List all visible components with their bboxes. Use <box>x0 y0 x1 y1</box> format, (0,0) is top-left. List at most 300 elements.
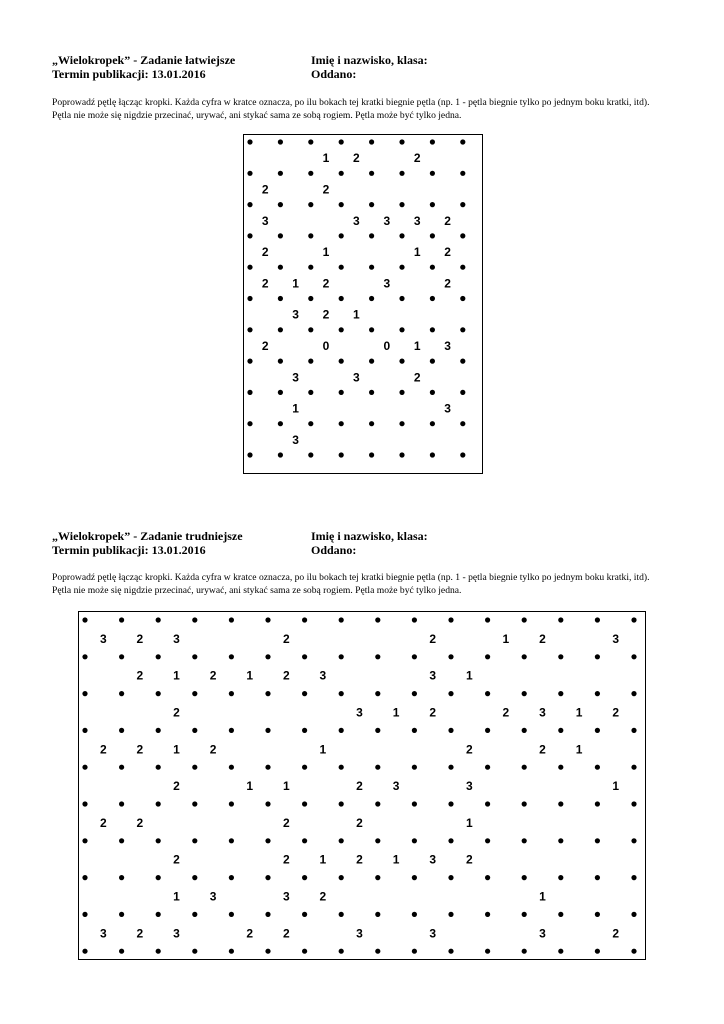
grid-dot[interactable] <box>412 617 417 622</box>
grid-dot[interactable] <box>156 765 161 770</box>
grid-dot[interactable] <box>82 654 87 659</box>
cell-clue: 2 <box>465 852 473 867</box>
grid-dot[interactable] <box>192 728 197 733</box>
grid-svg <box>78 611 646 960</box>
grid-dot[interactable] <box>522 765 527 770</box>
grid-dot[interactable] <box>399 265 404 270</box>
grid-dot[interactable] <box>278 390 283 395</box>
cell-clue: 3 <box>392 779 400 794</box>
grid-dot[interactable] <box>595 691 600 696</box>
grid-dot[interactable] <box>448 912 453 917</box>
cell-clue: 2 <box>322 182 330 197</box>
cell-clue: 2 <box>413 370 421 385</box>
grid-dot[interactable] <box>522 801 527 806</box>
name-label: Imię i nazwisko, klasa: <box>311 53 428 67</box>
grid-dot[interactable] <box>522 654 527 659</box>
grid-dot[interactable] <box>247 390 252 395</box>
grid-dot[interactable] <box>247 171 252 176</box>
grid-dot[interactable] <box>339 202 344 207</box>
grid-dot[interactable] <box>229 765 234 770</box>
grid-dot[interactable] <box>430 327 435 332</box>
grid-dot[interactable] <box>247 296 252 301</box>
grid-dot[interactable] <box>339 139 344 144</box>
cell-clue: 3 <box>429 926 437 941</box>
grid-dot[interactable] <box>595 801 600 806</box>
grid-dot[interactable] <box>119 801 124 806</box>
grid-dot[interactable] <box>156 691 161 696</box>
grid-dot[interactable] <box>558 765 563 770</box>
grid-dot[interactable] <box>558 838 563 843</box>
publication-date: Termin publikacji: 13.01.2016 <box>52 543 206 557</box>
grid-dot[interactable] <box>192 912 197 917</box>
grid-dot[interactable] <box>192 875 197 880</box>
cell-clue: 2 <box>353 151 360 166</box>
cell-clue: 2 <box>261 339 269 353</box>
grid-dot[interactable] <box>485 949 490 954</box>
grid-dot[interactable] <box>192 617 197 622</box>
cell-clue: 3 <box>612 631 620 646</box>
grid-dot[interactable] <box>302 728 307 733</box>
cell-clue: 2 <box>356 815 363 830</box>
grid-dot[interactable] <box>308 390 313 395</box>
grid-dot[interactable] <box>412 912 417 917</box>
grid-dot[interactable] <box>448 949 453 954</box>
grid-dot[interactable] <box>399 296 404 301</box>
grid-dot[interactable] <box>485 617 490 622</box>
grid-dot[interactable] <box>430 202 435 207</box>
cell-clue: 3 <box>282 889 290 904</box>
grid-dot[interactable] <box>430 139 435 144</box>
grid-dot[interactable] <box>308 359 313 364</box>
grid-dot[interactable] <box>278 265 283 270</box>
grid-dot[interactable] <box>595 617 600 622</box>
grid-dot[interactable] <box>631 691 636 696</box>
grid-dot[interactable] <box>308 296 313 301</box>
grid-dot[interactable] <box>430 359 435 364</box>
cell-clue: 2 <box>173 779 180 794</box>
grid-dot[interactable] <box>460 233 465 238</box>
grid-dot[interactable] <box>631 912 636 917</box>
grid-dot[interactable] <box>247 139 252 144</box>
grid-dot[interactable] <box>369 452 374 457</box>
cell-clue: 2 <box>136 815 144 830</box>
grid-dot[interactable] <box>278 171 283 176</box>
grid-dot[interactable] <box>119 875 124 880</box>
grid-dot[interactable] <box>522 691 527 696</box>
grid-dot[interactable] <box>375 654 380 659</box>
handed-in-label: Oddano: <box>311 543 357 557</box>
grid-dot[interactable] <box>229 949 234 954</box>
cell-clue: 3 <box>292 432 299 447</box>
cell-clue: 3 <box>465 779 473 794</box>
grid-dot[interactable] <box>375 765 380 770</box>
grid-dot[interactable] <box>82 838 87 843</box>
grid-dot[interactable] <box>369 233 374 238</box>
grid-dot[interactable] <box>375 801 380 806</box>
grid-dot[interactable] <box>278 359 283 364</box>
grid-dot[interactable] <box>369 296 374 301</box>
grid-dot[interactable] <box>119 949 124 954</box>
grid-dot[interactable] <box>82 728 87 733</box>
grid-dot[interactable] <box>375 949 380 954</box>
grid-dot[interactable] <box>631 801 636 806</box>
cell-clue: 1 <box>502 631 510 646</box>
cell-clue: 1 <box>173 668 180 683</box>
grid-dot[interactable] <box>278 233 283 238</box>
cell-clue: 2 <box>136 742 144 757</box>
grid-dot[interactable] <box>460 359 465 364</box>
grid-dot[interactable] <box>339 728 344 733</box>
grid-dot[interactable] <box>448 691 453 696</box>
cell-clue: 3 <box>429 668 437 683</box>
grid-dot[interactable] <box>375 838 380 843</box>
grid-dot[interactable] <box>595 728 600 733</box>
grid-dot[interactable] <box>339 691 344 696</box>
cell-clue: 2 <box>136 926 144 941</box>
grid-dot[interactable] <box>119 617 124 622</box>
grid-dot[interactable] <box>82 801 87 806</box>
grid-dot[interactable] <box>412 949 417 954</box>
cell-clue: 2 <box>356 852 363 867</box>
grid-dot[interactable] <box>192 949 197 954</box>
grid-dot[interactable] <box>430 265 435 270</box>
grid-dot[interactable] <box>247 452 252 457</box>
grid-dot[interactable] <box>278 202 283 207</box>
grid-dot[interactable] <box>265 801 270 806</box>
grid-dot[interactable] <box>339 359 344 364</box>
grid-dot[interactable] <box>278 327 283 332</box>
cell-clue: 1 <box>173 889 180 904</box>
grid-dot[interactable] <box>192 801 197 806</box>
grid-dot[interactable] <box>369 139 374 144</box>
grid-dot[interactable] <box>265 691 270 696</box>
grid-dot[interactable] <box>460 296 465 301</box>
grid-dot[interactable] <box>302 765 307 770</box>
grid-dot[interactable] <box>412 654 417 659</box>
grid-dot[interactable] <box>247 233 252 238</box>
grid-dot[interactable] <box>522 838 527 843</box>
cell-clue: 2 <box>539 631 546 646</box>
grid-dot[interactable] <box>558 912 563 917</box>
grid-dot[interactable] <box>558 728 563 733</box>
cell-clue: 1 <box>413 245 421 259</box>
grid-dot[interactable] <box>522 728 527 733</box>
grid-dot[interactable] <box>339 421 344 426</box>
grid-dot[interactable] <box>631 728 636 733</box>
grid-dot[interactable] <box>448 765 453 770</box>
grid-dot[interactable] <box>302 691 307 696</box>
grid-dot[interactable] <box>156 838 161 843</box>
grid-dot[interactable] <box>399 421 404 426</box>
cell-clue: 2 <box>444 213 451 228</box>
grid-dot[interactable] <box>247 421 252 426</box>
grid-dot[interactable] <box>119 728 124 733</box>
grid-dot[interactable] <box>265 912 270 917</box>
instructions: Poprowadź pętlę łącząc kropki. Każda cyfra w kratce oznacza, po ilu bokach tej kratki biegnie pętla (np. 1 - pętla biegnie tylko po jednym boku kratki, itd). Pętla nie może się nigdzie przecinać, urywać, ani stykać sama ze sobą rogiem. Pętla może być tylko jedna. <box>52 572 650 596</box>
grid-dot[interactable] <box>558 654 563 659</box>
grid-dot[interactable] <box>631 654 636 659</box>
grid-dot[interactable] <box>595 875 600 880</box>
grid-dot[interactable] <box>265 765 270 770</box>
grid-dot[interactable] <box>339 327 344 332</box>
grid-dot[interactable] <box>631 949 636 954</box>
grid-dot[interactable] <box>82 617 87 622</box>
grid-dot[interactable] <box>192 654 197 659</box>
grid-dot[interactable] <box>460 265 465 270</box>
grid-dot[interactable] <box>308 265 313 270</box>
grid-dot[interactable] <box>485 912 490 917</box>
grid-dot[interactable] <box>265 654 270 659</box>
grid-dot[interactable] <box>339 875 344 880</box>
grid-dot[interactable] <box>278 296 283 301</box>
grid-dot[interactable] <box>485 801 490 806</box>
grid-dot[interactable] <box>308 171 313 176</box>
grid-dot[interactable] <box>192 765 197 770</box>
grid-dot[interactable] <box>229 654 234 659</box>
grid-dot[interactable] <box>302 801 307 806</box>
grid-dot[interactable] <box>308 327 313 332</box>
grid-dot[interactable] <box>375 875 380 880</box>
grid-dot[interactable] <box>119 691 124 696</box>
grid-dot[interactable] <box>369 202 374 207</box>
grid-dot[interactable] <box>631 765 636 770</box>
grid-dot[interactable] <box>460 171 465 176</box>
grid-dot[interactable] <box>229 912 234 917</box>
cell-clue: 2 <box>173 852 180 867</box>
grid-dot[interactable] <box>278 139 283 144</box>
grid-dot[interactable] <box>265 617 270 622</box>
grid-dot[interactable] <box>558 949 563 954</box>
grid-dot[interactable] <box>156 949 161 954</box>
grid-dot[interactable] <box>229 617 234 622</box>
grid-dot[interactable] <box>265 949 270 954</box>
grid-dot[interactable] <box>82 875 87 880</box>
grid-dot[interactable] <box>369 390 374 395</box>
cell-clue: 2 <box>261 182 269 197</box>
grid-dot[interactable] <box>412 691 417 696</box>
grid-dot[interactable] <box>265 838 270 843</box>
grid-dot[interactable] <box>399 327 404 332</box>
grid-dot[interactable] <box>339 801 344 806</box>
puzzle-grid[interactable] <box>243 134 483 474</box>
grid-dot[interactable] <box>375 912 380 917</box>
grid-dot[interactable] <box>485 728 490 733</box>
grid-dot[interactable] <box>448 654 453 659</box>
grid-dot[interactable] <box>308 202 313 207</box>
grid-dot[interactable] <box>339 296 344 301</box>
grid-dot[interactable] <box>229 801 234 806</box>
grid-dot[interactable] <box>430 390 435 395</box>
grid-dot[interactable] <box>460 452 465 457</box>
grid-dot[interactable] <box>460 139 465 144</box>
grid-dot[interactable] <box>485 765 490 770</box>
grid-dot[interactable] <box>278 452 283 457</box>
grid-dot[interactable] <box>412 801 417 806</box>
grid-dot[interactable] <box>375 728 380 733</box>
grid-dot[interactable] <box>247 327 252 332</box>
grid-dot[interactable] <box>302 949 307 954</box>
grid-dot[interactable] <box>448 875 453 880</box>
grid-dot[interactable] <box>278 421 283 426</box>
grid-dot[interactable] <box>369 171 374 176</box>
grid-dot[interactable] <box>229 838 234 843</box>
grid-dot[interactable] <box>369 327 374 332</box>
grid-dot[interactable] <box>430 452 435 457</box>
grid-dot[interactable] <box>399 452 404 457</box>
grid-dot[interactable] <box>339 233 344 238</box>
grid-dot[interactable] <box>595 838 600 843</box>
grid-dot[interactable] <box>156 875 161 880</box>
cell-clue: 1 <box>319 852 327 867</box>
grid-dot[interactable] <box>399 139 404 144</box>
grid-dot[interactable] <box>339 171 344 176</box>
grid-dot[interactable] <box>485 654 490 659</box>
cell-clue: 3 <box>383 213 391 228</box>
grid-dot[interactable] <box>412 875 417 880</box>
grid-dot[interactable] <box>302 912 307 917</box>
grid-dot[interactable] <box>448 801 453 806</box>
grid-dot[interactable] <box>522 949 527 954</box>
grid-dot[interactable] <box>265 875 270 880</box>
grid-dot[interactable] <box>412 765 417 770</box>
grid-dot[interactable] <box>448 728 453 733</box>
grid-dot[interactable] <box>119 765 124 770</box>
grid-dot[interactable] <box>247 359 252 364</box>
cell-clue: 2 <box>173 705 180 720</box>
cell-clue: 1 <box>353 307 360 322</box>
grid-dot[interactable] <box>247 265 252 270</box>
grid-dot[interactable] <box>119 838 124 843</box>
grid-dot[interactable] <box>82 765 87 770</box>
grid-dot[interactable] <box>229 691 234 696</box>
grid-dot[interactable] <box>430 171 435 176</box>
cell-clue: 2 <box>282 668 290 683</box>
grid-dot[interactable] <box>119 654 124 659</box>
grid-dot[interactable] <box>156 728 161 733</box>
grid-dot[interactable] <box>595 912 600 917</box>
grid-dot[interactable] <box>339 390 344 395</box>
grid-dot[interactable] <box>302 875 307 880</box>
grid-dot[interactable] <box>460 421 465 426</box>
cell-clue: 2 <box>261 276 269 291</box>
grid-dot[interactable] <box>339 654 344 659</box>
cell-clue: 1 <box>292 276 299 291</box>
grid-dot[interactable] <box>412 728 417 733</box>
cell-clue: 1 <box>173 742 180 757</box>
grid-dot[interactable] <box>229 875 234 880</box>
grid-dot[interactable] <box>558 875 563 880</box>
cell-clue: 2 <box>502 705 510 720</box>
grid-dot[interactable] <box>522 617 527 622</box>
grid-dot[interactable] <box>339 949 344 954</box>
grid-dot[interactable] <box>229 728 234 733</box>
grid-dot[interactable] <box>595 654 600 659</box>
cell-clue: 3 <box>173 631 180 646</box>
grid-dot[interactable] <box>485 691 490 696</box>
grid-dot[interactable] <box>399 171 404 176</box>
grid-dot[interactable] <box>558 691 563 696</box>
grid-dot[interactable] <box>522 912 527 917</box>
grid-dot[interactable] <box>448 617 453 622</box>
grid-dot[interactable] <box>247 202 252 207</box>
grid-dot[interactable] <box>302 838 307 843</box>
grid-dot[interactable] <box>339 765 344 770</box>
grid-dot[interactable] <box>631 875 636 880</box>
grid-dot[interactable] <box>595 765 600 770</box>
cell-clue: 3 <box>353 370 360 385</box>
grid-dot[interactable] <box>192 691 197 696</box>
grid-dot[interactable] <box>339 838 344 843</box>
grid-dot[interactable] <box>369 359 374 364</box>
grid-dot[interactable] <box>631 617 636 622</box>
grid-dot[interactable] <box>430 421 435 426</box>
grid-dot[interactable] <box>156 617 161 622</box>
grid-dot[interactable] <box>460 390 465 395</box>
grid-dot[interactable] <box>339 912 344 917</box>
puzzle-title: „Wielokropek” - Zadanie trudniejsze <box>52 529 243 543</box>
grid-dot[interactable] <box>375 691 380 696</box>
grid-dot[interactable] <box>339 452 344 457</box>
grid-dot[interactable] <box>156 654 161 659</box>
grid-dot[interactable] <box>485 875 490 880</box>
grid-dot[interactable] <box>302 617 307 622</box>
cell-clue: 1 <box>392 705 400 720</box>
grid-dot[interactable] <box>156 912 161 917</box>
grid-dot[interactable] <box>265 728 270 733</box>
grid-dot[interactable] <box>192 838 197 843</box>
grid-dot[interactable] <box>375 617 380 622</box>
grid-dot[interactable] <box>399 390 404 395</box>
grid-dot[interactable] <box>308 139 313 144</box>
cell-clue: 3 <box>173 926 180 941</box>
grid-dot[interactable] <box>82 949 87 954</box>
grid-dot[interactable] <box>302 654 307 659</box>
grid-dot[interactable] <box>430 296 435 301</box>
grid-dot[interactable] <box>339 265 344 270</box>
grid-dot[interactable] <box>460 327 465 332</box>
grid-dot[interactable] <box>82 691 87 696</box>
grid-dot[interactable] <box>399 359 404 364</box>
grid-dot[interactable] <box>631 838 636 843</box>
cell-clue: 2 <box>429 705 437 720</box>
grid-dot[interactable] <box>430 233 435 238</box>
grid-dot[interactable] <box>369 421 374 426</box>
grid-dot[interactable] <box>82 912 87 917</box>
grid-dot[interactable] <box>558 801 563 806</box>
puzzle-grid[interactable] <box>78 611 646 960</box>
grid-dot[interactable] <box>339 617 344 622</box>
cell-clue: 2 <box>209 668 217 683</box>
grid-dot[interactable] <box>412 838 417 843</box>
grid-dot[interactable] <box>522 875 527 880</box>
grid-dot[interactable] <box>448 838 453 843</box>
grid-dot[interactable] <box>156 801 161 806</box>
grid-dot[interactable] <box>460 202 465 207</box>
grid-dot[interactable] <box>595 949 600 954</box>
grid-dot[interactable] <box>308 233 313 238</box>
cell-clue: 3 <box>99 926 107 941</box>
grid-dot[interactable] <box>399 233 404 238</box>
grid-dot[interactable] <box>558 617 563 622</box>
grid-dot[interactable] <box>308 421 313 426</box>
grid-dot[interactable] <box>399 202 404 207</box>
cell-clue: 1 <box>322 151 330 166</box>
grid-dot[interactable] <box>308 452 313 457</box>
grid-dot[interactable] <box>119 912 124 917</box>
cell-clue: 3 <box>261 213 269 228</box>
grid-dot[interactable] <box>369 265 374 270</box>
grid-dot[interactable] <box>485 838 490 843</box>
